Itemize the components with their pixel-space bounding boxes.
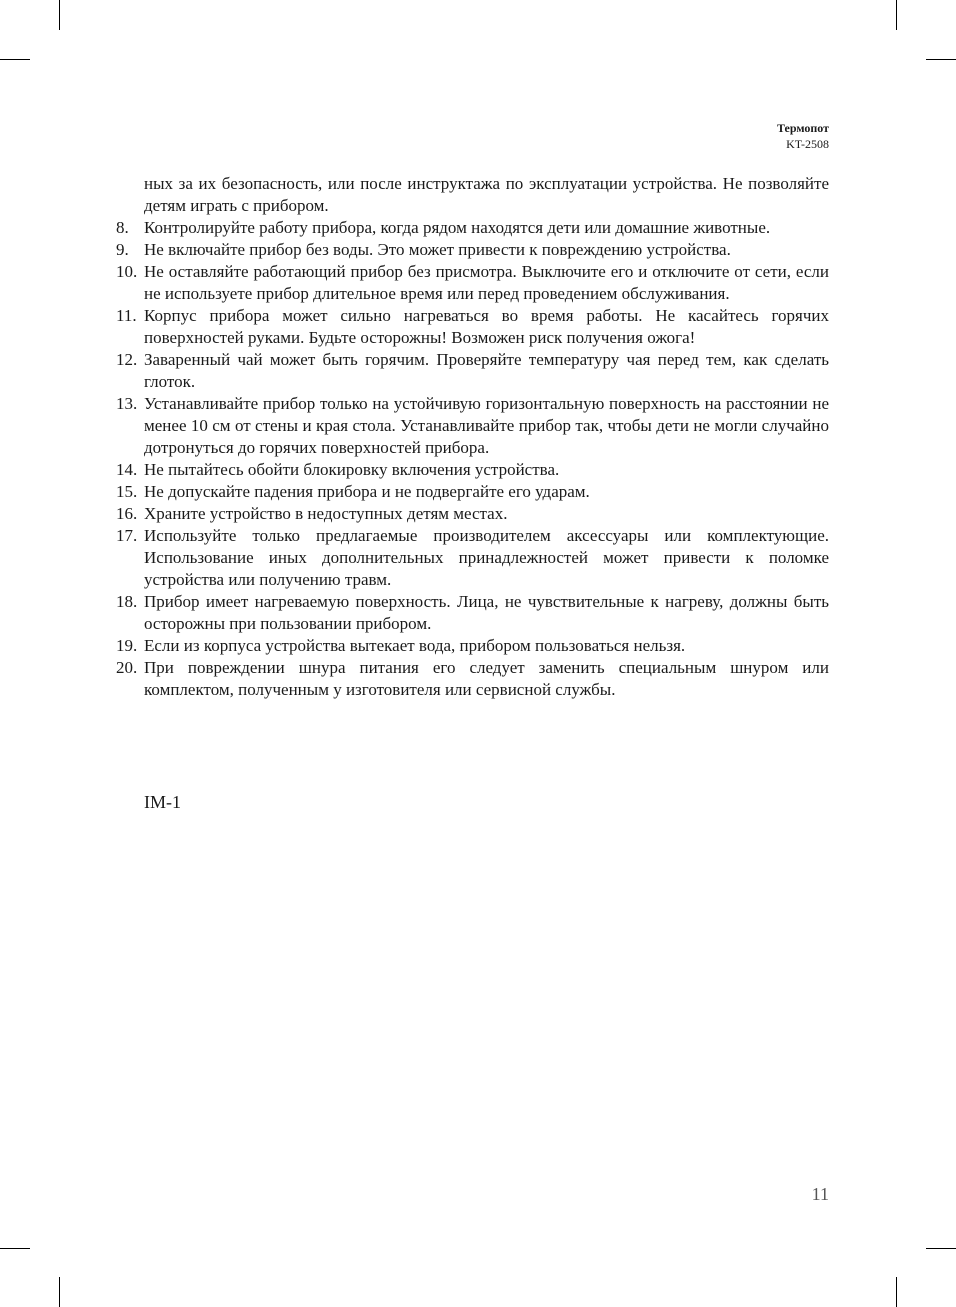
item-text: Прибор имеет нагреваемую поверхность. Лица, не чувствительные к нагреву, должны быть осторожны при пользовании прибором. [144, 592, 829, 633]
crop-mark [59, 0, 60, 30]
item-number: 19. [116, 636, 138, 655]
item-text: Не включайте прибор без воды. Это может привести к повреждению устройства. [144, 240, 731, 259]
list-item [110, 591, 829, 635]
crop-mark [926, 59, 956, 60]
crop-mark [59, 1277, 60, 1307]
continuation-paragraph: ных за их безопасность, или после инструктажа по эксплуатации устройства. Не позволяйте детям играть с прибором. [144, 174, 829, 215]
item-number: 13. [116, 394, 138, 413]
list-item [110, 305, 829, 349]
item-number: 16. [116, 504, 138, 523]
item-number: 14. [116, 460, 138, 479]
item-text: Храните устройство в недоступных детям местах. [144, 504, 508, 523]
list-item [110, 393, 829, 459]
item-number: 15. [116, 482, 138, 501]
crop-mark [0, 59, 30, 60]
page-number: 11 [811, 1184, 829, 1204]
item-text: Если из корпуса устройства вытекает вода, прибором пользоваться нельзя. [144, 636, 686, 655]
item-number: 18. [116, 592, 138, 611]
list-item [110, 635, 829, 657]
safety-list [110, 217, 829, 701]
item-text: Используйте только предлагаемые производителем аксессуары или комплектующие. Использование иных дополнительных принадлежностей может привести к поломке устройства или получению травм. [144, 526, 829, 589]
item-number: 20. [116, 658, 138, 677]
body-text [110, 173, 829, 701]
crop-mark [0, 1248, 30, 1249]
item-text: При повреждении шнура питания его следует заменить специальным шнуром или комплектом, полученным у изготовителя или сервисной службы. [144, 658, 829, 699]
header-title: Термопот [776, 121, 829, 135]
item-number: 11. [116, 306, 137, 325]
item-text: Устанавливайте прибор только на устойчивую горизонтальную поверхность на расстоянии не менее 10 см от стены и края стола. Устанавливайте прибор так, чтобы дети не могли случайно дотронуться до горячих поверхностей прибора. [144, 394, 829, 457]
item-number: 10. [116, 262, 138, 281]
item-text: Не допускайте падения прибора и не подвергайте его ударам. [144, 482, 590, 501]
list-item [110, 217, 829, 239]
list-item [110, 239, 829, 261]
list-item [110, 261, 829, 305]
running-header [777, 120, 829, 152]
list-item [110, 657, 829, 701]
item-number: 12. [116, 350, 138, 369]
crop-mark [926, 1248, 956, 1249]
list-item [110, 481, 829, 503]
list-item [110, 503, 829, 525]
item-text: Не оставляйте работающий прибор без присмотра. Выключите его и отключите от сети, если не используете прибор длительное время или перед проведением обслуживания. [144, 262, 829, 303]
crop-mark [896, 0, 897, 30]
list-item [110, 349, 829, 393]
item-number: 9. [116, 240, 129, 259]
list-item [110, 525, 829, 591]
item-text: Контролируйте работу прибора, когда рядом находятся дети или домашние животные. [144, 218, 771, 237]
item-text: Заваренный чай может быть горячим. Проверяйте температуру чая перед тем, как сделать глоток. [144, 350, 829, 391]
item-number: 17. [116, 526, 138, 545]
item-text: Не пытайтесь обойти блокировку включения устройства. [144, 460, 560, 479]
document-code: IM-1 [144, 792, 181, 812]
list-item [110, 459, 829, 481]
item-number: 8. [116, 218, 129, 237]
item-text: Корпус прибора может сильно нагреваться во время работы. Не касайтесь горячих поверхностей руками. Будьте осторожны! Возможен риск получения ожога! [144, 306, 829, 347]
header-model: KT-2508 [786, 137, 829, 151]
crop-mark [896, 1277, 897, 1307]
